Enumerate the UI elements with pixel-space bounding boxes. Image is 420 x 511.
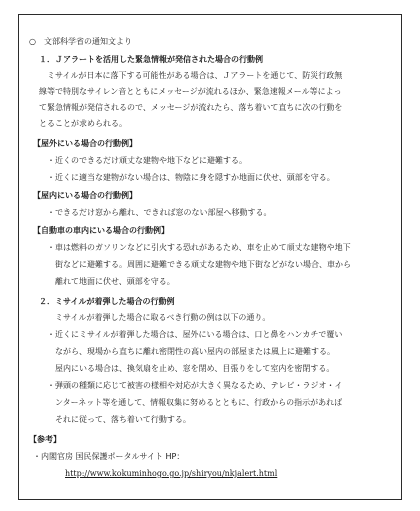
section2-line: それに従って、落ち着いて行動する。	[47, 415, 191, 424]
outdoor-label: 【屋外にいる場合の行動例】	[33, 139, 137, 148]
section1-para-line: とることが求められる。	[39, 119, 127, 128]
outdoor-item: ・近くに適当な建物がない場合は、物陰に身を隠すか地面に伏せ、頭部を守る。	[47, 173, 335, 182]
indoor-label: 【屋内にいる場合の行動例】	[33, 191, 137, 200]
section2-intro: ミサイルが着弾した場合に取るべき行動の例は以下の通り。	[47, 313, 271, 322]
car-line: 街などに避難する。周囲に避難できる頑丈な建物や地下街などがない場合、車から	[47, 260, 351, 269]
notice-heading: ○ 文部科学省の通知文より	[29, 37, 132, 46]
section1-para-line: て緊急情報が発信されるので、メッセージが流れたら、落ち着いて直ちに次の行動を	[39, 103, 343, 112]
notice-document	[18, 14, 402, 500]
car-label: 【自動車の車内にいる場合の行動例】	[33, 226, 169, 235]
section2-title: ２．ミサイルが着弾した場合の行動例	[39, 297, 175, 306]
section1-para-line: ミサイルが日本に落下する可能性がある場合は、Ｊアラートを通じて、防災行政無	[39, 71, 343, 80]
section1-para-line: 線等で特別なサイレン音とともにメッセージが流れるほか、緊急速報メール等によっ	[39, 87, 342, 96]
section1-title: １．Ｊアラートを活用した緊急情報が発信された場合の行動例	[39, 55, 263, 64]
section2-line: ンターネット等を通して、情報収集に努めるとともに、行政からの指示があれば	[47, 398, 343, 407]
indoor-item: ・できるだけ窓から離れ、できれば窓のない部屋へ移動する。	[47, 208, 272, 217]
car-line: 離れて地面に伏せ、頭部を守る。	[47, 277, 175, 286]
section2-line: 屋内にいる場合は、換気扇を止め、窓を閉め、目張りをして室内を密閉する。	[47, 364, 335, 373]
reference-link[interactable]: http://www.kokuminhogo.go.jp/shiryou/nkjalert.html	[65, 469, 278, 478]
reference-label: 【参考】	[29, 435, 61, 444]
section2-line: ・弾頭の種類に応じて被害の様相や対応が大きく異なるため、テレビ・ラジオ・イ	[47, 381, 343, 390]
section2-line: ・近くにミサイルが着弾した場合は、屋外にいる場合は、口と鼻をハンカチで覆い	[47, 330, 343, 339]
section2-line: ながら、現場から直ちに離れ密閉性の高い屋内の部屋または風上に避難する。	[47, 347, 335, 356]
reference-text: ・内閣官房 国民保護ポータルサイト HP：	[33, 452, 185, 461]
outdoor-item: ・近くのできるだけ頑丈な建物や地下などに避難する。	[47, 156, 247, 165]
car-line: ・車は燃料のガソリンなどに引火する恐れがあるため、車を止めて頑丈な建物や地下	[47, 243, 351, 252]
